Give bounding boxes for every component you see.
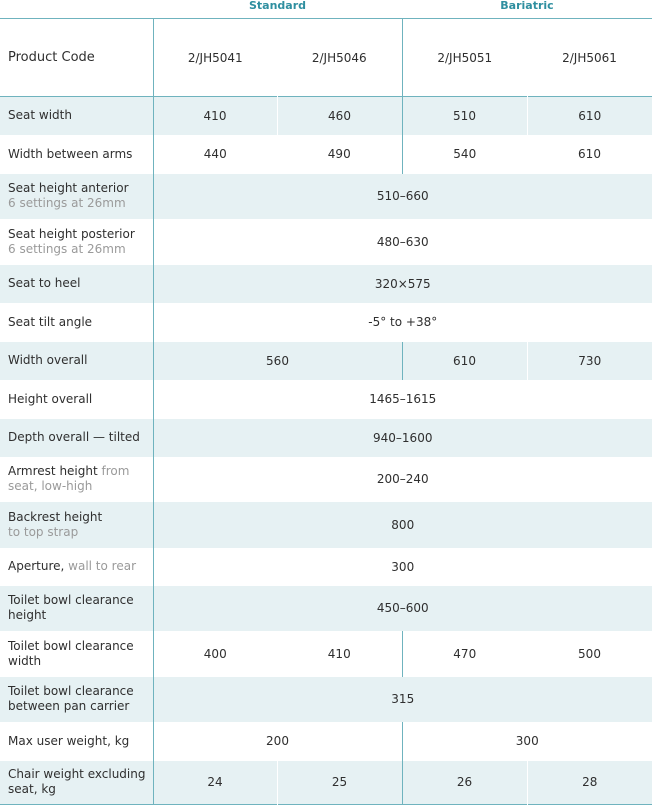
- table-row: [0, 303, 652, 342]
- table-row: [0, 219, 652, 265]
- row-label: Toilet bowl clearance height: [0, 586, 153, 631]
- row-label: Toilet bowl clearance width: [0, 631, 153, 677]
- cell-value: 610: [402, 342, 527, 380]
- cell-value: 940–1600: [153, 419, 652, 457]
- table-row: [0, 342, 652, 380]
- row-label-note: to top strap: [8, 524, 79, 539]
- row-label: [0, 219, 153, 265]
- table-row: [0, 586, 652, 631]
- row-label-note: 6 settings at 26mm: [8, 196, 126, 210]
- table-row: [0, 97, 652, 135]
- cell-value: 800: [153, 502, 652, 548]
- product-code: 2/JH5061: [562, 50, 617, 65]
- table-row: [0, 502, 652, 548]
- row-label-main: Aperture,: [8, 559, 65, 573]
- group-heading-standard: Standard: [248, 0, 307, 12]
- cell-value: 26: [402, 761, 527, 805]
- cell-value: 300: [402, 722, 652, 761]
- row-label-main: Seat height anterior: [8, 181, 129, 195]
- cell-value: 510: [402, 97, 527, 135]
- cell-value: 460: [277, 97, 402, 135]
- table-row: [0, 174, 652, 219]
- table-row: [0, 631, 652, 677]
- cell-value: 500: [578, 646, 601, 661]
- row-label-main: Armrest height: [8, 464, 98, 478]
- cell-value: 200–240: [376, 472, 429, 486]
- row-label: Width between arms: [0, 135, 153, 174]
- cell-value: 470: [402, 631, 527, 677]
- cell-value: 200: [266, 734, 289, 748]
- cell-value: 560: [153, 342, 402, 380]
- product-code: 2/JH5051: [402, 19, 527, 97]
- cell-value: -5° to +38°: [368, 315, 438, 329]
- row-label: Width overall: [0, 342, 153, 380]
- row-label: [0, 457, 153, 502]
- row-label: Toilet bowl clearance between pan carrier: [0, 677, 153, 722]
- cell-value: 320×575: [153, 265, 652, 303]
- table-row: [0, 457, 652, 502]
- row-label: Seat to heel: [0, 265, 153, 303]
- cell-value: 400: [203, 646, 227, 661]
- table-row: [0, 548, 652, 586]
- group-heading-bariatric: Bariatric: [500, 0, 554, 12]
- table-row: [0, 722, 652, 761]
- row-label: [0, 502, 153, 548]
- cell-value: 24: [153, 761, 277, 805]
- table-row: [0, 677, 652, 722]
- cell-value: 730: [527, 342, 652, 380]
- cell-value: 300: [391, 559, 415, 574]
- cell-value: 315: [153, 677, 652, 722]
- row-label: Chair weight excluding seat, kg: [0, 761, 153, 805]
- row-label: [0, 174, 153, 219]
- cell-value: 450–600: [153, 586, 652, 631]
- cell-value: 25: [277, 761, 402, 805]
- product-code: 2/JH5041: [187, 50, 243, 65]
- table-row: [0, 265, 652, 303]
- row-label-note: wall to rear: [68, 559, 137, 573]
- product-code-label: Product Code: [0, 19, 153, 97]
- specifications-table: [0, 18, 652, 805]
- row-label: Seat tilt angle: [0, 303, 153, 342]
- row-label-main: Backrest height: [8, 509, 103, 524]
- row-label: Depth overall — tilted: [0, 419, 153, 457]
- row-label: Seat width: [0, 97, 153, 135]
- cell-value: 480–630: [376, 234, 429, 249]
- row-label: [0, 548, 153, 586]
- row-label: Max user weight, kg: [0, 722, 153, 761]
- cell-value: 440: [203, 147, 227, 161]
- cell-value: 510–660: [153, 174, 652, 219]
- table-row: [0, 419, 652, 457]
- cell-value: 410: [153, 97, 277, 135]
- row-label: Height overall: [0, 380, 153, 419]
- cell-value: 28: [527, 761, 652, 805]
- cell-value: 610: [527, 97, 652, 135]
- row-label-note: from seat, low-high: [8, 464, 130, 493]
- table-row: [0, 380, 652, 419]
- row-label-main: Seat height posterior: [8, 226, 135, 241]
- table-row: [0, 761, 652, 805]
- row-label-note: 6 settings at 26mm: [8, 241, 126, 256]
- cell-value: 410: [327, 646, 351, 661]
- table-row: [0, 135, 652, 174]
- cell-value: 490: [327, 147, 351, 161]
- product-code: 2/JH5046: [311, 50, 367, 65]
- cell-value: 540: [402, 135, 527, 174]
- header-row: [0, 19, 652, 97]
- cell-value: 1465–1615: [369, 392, 437, 406]
- cell-value: 610: [578, 147, 601, 161]
